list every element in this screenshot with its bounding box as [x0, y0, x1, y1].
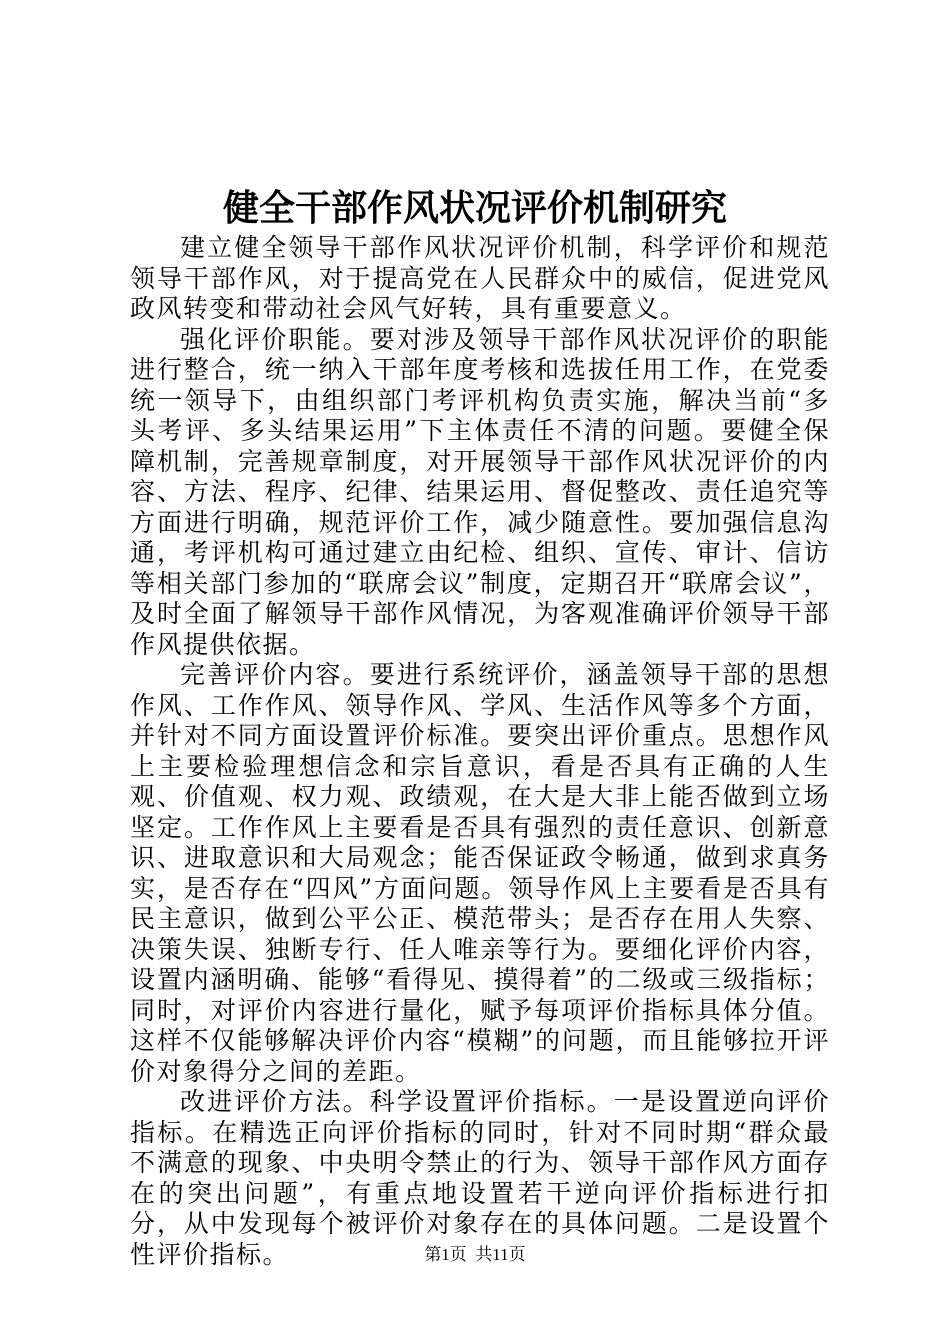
paragraph-intro: 建立健全领导干部作风状况评价机制，科学评价和规范领导干部作风，对于提高党在人民群众中的威信，促进党风政风转变和带动社会风气好转，具有重要意义。	[130, 233, 830, 323]
paragraph-improve-content: 完善评价内容。要进行系统评价，涵盖领导干部的思想作风、工作作风、领导作风、学风、生活作风等多个方面，并针对不同方面设置评价标准。要突出评价重点。思想作风上主要检验理想信念和宗旨意识，看是否具有正确的人生观、价值观、权力观、政绩观，在大是大非上能否做到立场坚定。工作作风上主要看是否具有强烈的责任意识、创新意识、进取意识和大局观念；能否保证政令畅通，做到求真务实，是否存在“四风”方面问题。领导作风上主要看是否具有民主意识，做到公平公正、模范带头；是否存在用人失察、决策失误、独断专行、任人唯亲等行为。要细化评价内容，设置内涵明确、能够“看得见、摸得着”的二级或三级指标；同时，对评价内容进行量化，赋予每项评价指标具体分值。这样不仅能够解决评价内容“模糊”的问题，而且能够拉开评价对象得分之间的差距。	[130, 660, 830, 1086]
page-total: 共11页	[475, 1245, 526, 1264]
document-title: 健全干部作风状况评价机制研究	[222, 187, 727, 229]
paragraph-improve-method: 改进评价方法。科学设置评价指标。一是设置逆向评价指标。在精选正向评价指标的同时，针对不同时期“群众最不满意的现象、中央明令禁止的行为、领导干部作风方面存在的突出问题”，有重点地设置若干逆向评价指标进行扣分，从中发现每个被评价对象存在的具体问题。二是设置个性评价指标。	[130, 1087, 830, 1269]
paragraph-strengthen-function: 强化评价职能。要对涉及领导干部作风状况评价的职能进行整合，统一纳入干部年度考核和选拔任用工作，在党委统一领导下，由组织部门考评机构负责实施，解决当前“多头考评、多头结果运用”下主体责任不清的问题。要健全保障机制，完善规章制度，对开展领导干部作风状况评价的内容、方法、程序、纪律、结果运用、督促整改、责任追究等方面进行明确，规范评价工作，减少随意性。要加强信息沟通，考评机构可通过建立由纪检、组织、宣传、审计、信访等相关部门参加的“联席会议”制度，定期召开“联席会议”，及时全面了解领导干部作风情况，为客观准确评价领导干部作风提供依据。	[130, 324, 830, 659]
page-number: 第1页	[424, 1245, 467, 1264]
document-body	[130, 233, 830, 1270]
page-footer	[0, 1244, 950, 1266]
